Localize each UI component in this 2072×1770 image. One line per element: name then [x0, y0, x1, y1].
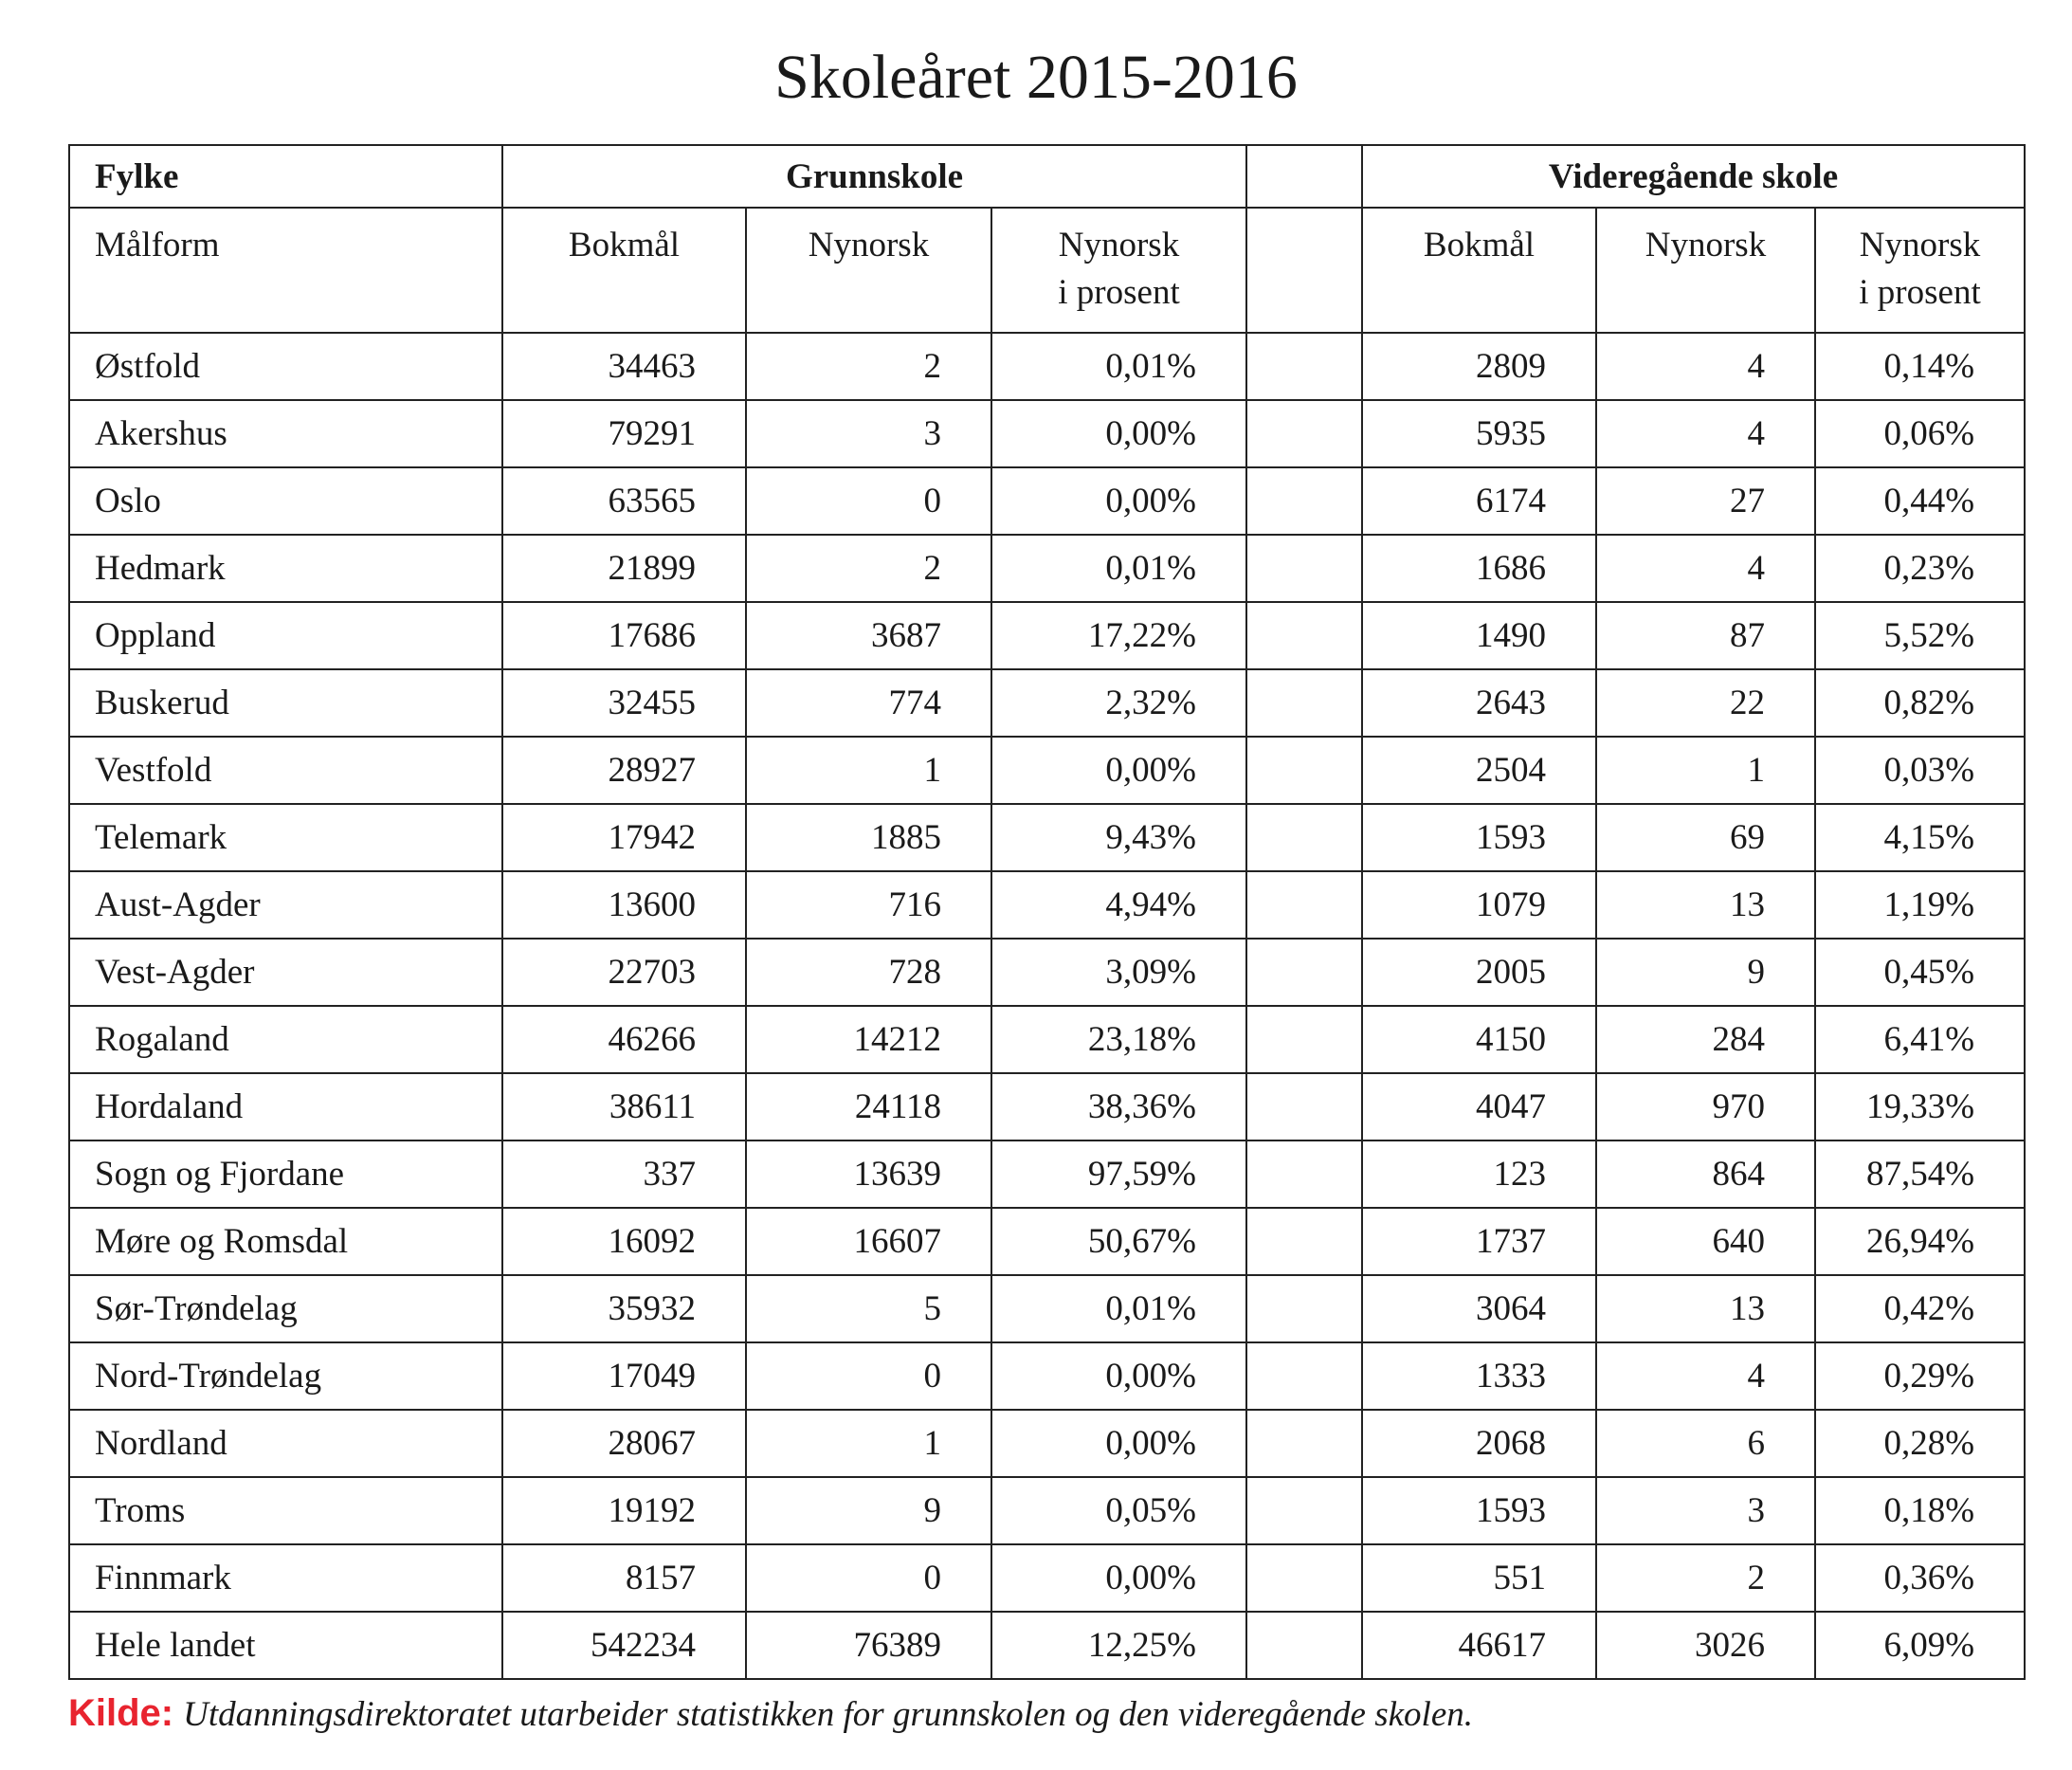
cell-v-bokmal: 1490: [1362, 602, 1596, 669]
cell-v-nynorsk: 4: [1596, 1342, 1815, 1410]
cell-g-bokmal: 46266: [502, 1006, 746, 1073]
cell-v-prosent: 0,23%: [1815, 535, 2025, 602]
cell-g-nynorsk: 24118: [746, 1073, 991, 1140]
header-grunnskole: Grunnskole: [502, 145, 1246, 208]
cell-spacer: [1246, 669, 1362, 737]
cell-g-nynorsk: 1: [746, 737, 991, 804]
cell-g-prosent: 0,00%: [991, 1342, 1246, 1410]
cell-fylke: Buskerud: [69, 669, 502, 737]
cell-v-nynorsk: 87: [1596, 602, 1815, 669]
cell-spacer: [1246, 400, 1362, 467]
cell-v-nynorsk: 4: [1596, 400, 1815, 467]
cell-g-bokmal: 79291: [502, 400, 746, 467]
cell-spacer: [1246, 1006, 1362, 1073]
cell-v-bokmal: 1686: [1362, 535, 1596, 602]
table-row: [69, 1140, 2025, 1208]
header-spacer: [1246, 145, 1362, 208]
table-row: [69, 1410, 2025, 1477]
cell-spacer: [1246, 333, 1362, 400]
cell-v-prosent: 6,41%: [1815, 1006, 2025, 1073]
cell-g-nynorsk: 0: [746, 467, 991, 535]
table-row: [69, 467, 2025, 535]
header-v-prosent-line1: Nynorsk: [1859, 226, 1981, 265]
cell-fylke: Vestfold: [69, 737, 502, 804]
cell-v-prosent: 0,44%: [1815, 467, 2025, 535]
cell-fylke: Troms: [69, 1477, 502, 1544]
cell-g-prosent: 0,05%: [991, 1477, 1246, 1544]
cell-g-prosent: 23,18%: [991, 1006, 1246, 1073]
cell-g-bokmal: 337: [502, 1140, 746, 1208]
statistics-table: [68, 144, 2026, 1680]
header-row-groups: [69, 145, 2025, 208]
header-g-prosent: [991, 208, 1246, 333]
cell-v-prosent: 0,82%: [1815, 669, 2025, 737]
header-row-columns: [69, 208, 2025, 333]
header-videregaende: Videregående skole: [1362, 145, 2025, 208]
cell-v-bokmal: 1737: [1362, 1208, 1596, 1275]
table-row: [69, 1006, 2025, 1073]
cell-g-prosent: 2,32%: [991, 669, 1246, 737]
cell-v-bokmal: 2809: [1362, 333, 1596, 400]
cell-g-prosent: 12,25%: [991, 1612, 1246, 1679]
cell-fylke: Hele landet: [69, 1612, 502, 1679]
cell-fylke: Vest-Agder: [69, 939, 502, 1006]
cell-v-prosent: 0,45%: [1815, 939, 2025, 1006]
cell-g-prosent: 9,43%: [991, 804, 1246, 871]
cell-g-bokmal: 22703: [502, 939, 746, 1006]
cell-spacer: [1246, 1410, 1362, 1477]
cell-spacer: [1246, 535, 1362, 602]
cell-spacer: [1246, 1544, 1362, 1612]
cell-g-nynorsk: 0: [746, 1342, 991, 1410]
table-row: [69, 1612, 2025, 1679]
cell-g-bokmal: 28927: [502, 737, 746, 804]
cell-spacer: [1246, 939, 1362, 1006]
cell-g-bokmal: 17049: [502, 1342, 746, 1410]
cell-g-nynorsk: 76389: [746, 1612, 991, 1679]
table-row: [69, 669, 2025, 737]
cell-g-bokmal: 19192: [502, 1477, 746, 1544]
cell-v-nynorsk: 4: [1596, 535, 1815, 602]
table-row: [69, 1073, 2025, 1140]
cell-g-prosent: 97,59%: [991, 1140, 1246, 1208]
header-g-nynorsk: Nynorsk: [746, 208, 991, 333]
cell-fylke: Hordaland: [69, 1073, 502, 1140]
cell-g-nynorsk: 13639: [746, 1140, 991, 1208]
cell-g-nynorsk: 716: [746, 871, 991, 939]
page-title: Skoleåret 2015-2016: [774, 43, 1298, 112]
cell-v-bokmal: 2643: [1362, 669, 1596, 737]
cell-v-prosent: 0,06%: [1815, 400, 2025, 467]
cell-g-bokmal: 35932: [502, 1275, 746, 1342]
table-row: [69, 1477, 2025, 1544]
cell-fylke: Østfold: [69, 333, 502, 400]
cell-v-nynorsk: 970: [1596, 1073, 1815, 1140]
cell-v-prosent: 5,52%: [1815, 602, 2025, 669]
cell-v-nynorsk: 69: [1596, 804, 1815, 871]
cell-v-nynorsk: 3026: [1596, 1612, 1815, 1679]
cell-g-prosent: 17,22%: [991, 602, 1246, 669]
cell-v-bokmal: 1079: [1362, 871, 1596, 939]
cell-spacer: [1246, 737, 1362, 804]
cell-v-bokmal: 4150: [1362, 1006, 1596, 1073]
cell-v-prosent: 0,28%: [1815, 1410, 2025, 1477]
cell-v-bokmal: 551: [1362, 1544, 1596, 1612]
table-row: [69, 400, 2025, 467]
header-g-bokmal: Bokmål: [502, 208, 746, 333]
header-malform: Målform: [69, 208, 502, 333]
cell-v-bokmal: 1593: [1362, 804, 1596, 871]
header-spacer: [1246, 208, 1362, 333]
cell-spacer: [1246, 1612, 1362, 1679]
header-v-prosent: [1815, 208, 2025, 333]
cell-g-nynorsk: 1885: [746, 804, 991, 871]
table-row: [69, 804, 2025, 871]
cell-spacer: [1246, 1208, 1362, 1275]
cell-v-bokmal: 2504: [1362, 737, 1596, 804]
cell-v-nynorsk: 6: [1596, 1410, 1815, 1477]
cell-fylke: Møre og Romsdal: [69, 1208, 502, 1275]
cell-v-nynorsk: 3: [1596, 1477, 1815, 1544]
cell-g-nynorsk: 3: [746, 400, 991, 467]
cell-v-bokmal: 46617: [1362, 1612, 1596, 1679]
cell-g-bokmal: 34463: [502, 333, 746, 400]
cell-g-nynorsk: 0: [746, 1544, 991, 1612]
source-note: [68, 1689, 2024, 1739]
cell-fylke: Finnmark: [69, 1544, 502, 1612]
header-v-prosent-line2: i prosent: [1859, 273, 1981, 312]
header-v-nynorsk: Nynorsk: [1596, 208, 1815, 333]
cell-fylke: Nord-Trøndelag: [69, 1342, 502, 1410]
cell-fylke: Hedmark: [69, 535, 502, 602]
cell-g-bokmal: 38611: [502, 1073, 746, 1140]
cell-spacer: [1246, 602, 1362, 669]
header-fylke: Fylke: [69, 145, 502, 208]
cell-g-bokmal: 13600: [502, 871, 746, 939]
cell-g-prosent: 0,01%: [991, 333, 1246, 400]
cell-v-nynorsk: 9: [1596, 939, 1815, 1006]
cell-v-prosent: 1,19%: [1815, 871, 2025, 939]
cell-fylke: Oslo: [69, 467, 502, 535]
header-v-bokmal: Bokmål: [1362, 208, 1596, 333]
cell-v-prosent: 0,18%: [1815, 1477, 2025, 1544]
cell-v-nynorsk: 13: [1596, 1275, 1815, 1342]
cell-v-prosent: 4,15%: [1815, 804, 2025, 871]
table-row: [69, 737, 2025, 804]
cell-spacer: [1246, 467, 1362, 535]
cell-fylke: Rogaland: [69, 1006, 502, 1073]
cell-v-prosent: 0,14%: [1815, 333, 2025, 400]
cell-g-prosent: 0,01%: [991, 535, 1246, 602]
cell-g-prosent: 0,00%: [991, 1410, 1246, 1477]
cell-g-nynorsk: 3687: [746, 602, 991, 669]
cell-g-nynorsk: 728: [746, 939, 991, 1006]
cell-v-prosent: 6,09%: [1815, 1612, 2025, 1679]
cell-g-prosent: 0,01%: [991, 1275, 1246, 1342]
cell-fylke: Nordland: [69, 1410, 502, 1477]
cell-g-bokmal: 17942: [502, 804, 746, 871]
table-row: [69, 939, 2025, 1006]
source-text: Utdanningsdirektoratet utarbeider statistikken for grunnskolen og den videregående skolen.: [183, 1695, 1473, 1734]
table-row: [69, 602, 2025, 669]
cell-g-bokmal: 21899: [502, 535, 746, 602]
cell-spacer: [1246, 804, 1362, 871]
cell-v-bokmal: 1593: [1362, 1477, 1596, 1544]
cell-v-prosent: 26,94%: [1815, 1208, 2025, 1275]
cell-g-nynorsk: 5: [746, 1275, 991, 1342]
cell-v-nynorsk: 27: [1596, 467, 1815, 535]
cell-v-prosent: 0,36%: [1815, 1544, 2025, 1612]
cell-fylke: Telemark: [69, 804, 502, 871]
table-row: [69, 333, 2025, 400]
cell-v-prosent: 0,29%: [1815, 1342, 2025, 1410]
cell-g-nynorsk: 16607: [746, 1208, 991, 1275]
cell-g-nynorsk: 774: [746, 669, 991, 737]
cell-g-nynorsk: 14212: [746, 1006, 991, 1073]
cell-spacer: [1246, 1275, 1362, 1342]
cell-g-bokmal: 17686: [502, 602, 746, 669]
cell-g-prosent: 4,94%: [991, 871, 1246, 939]
cell-v-nynorsk: 1: [1596, 737, 1815, 804]
table-row: [69, 535, 2025, 602]
cell-g-bokmal: 16092: [502, 1208, 746, 1275]
cell-v-bokmal: 2005: [1362, 939, 1596, 1006]
cell-v-nynorsk: 22: [1596, 669, 1815, 737]
cell-g-bokmal: 63565: [502, 467, 746, 535]
cell-fylke: Aust-Agder: [69, 871, 502, 939]
cell-g-prosent: 0,00%: [991, 400, 1246, 467]
source-label: Kilde:: [68, 1692, 174, 1734]
cell-v-prosent: 0,03%: [1815, 737, 2025, 804]
cell-g-nynorsk: 2: [746, 535, 991, 602]
cell-v-prosent: 19,33%: [1815, 1073, 2025, 1140]
cell-spacer: [1246, 1477, 1362, 1544]
cell-spacer: [1246, 871, 1362, 939]
table-row: [69, 871, 2025, 939]
cell-v-nynorsk: 2: [1596, 1544, 1815, 1612]
cell-g-bokmal: 8157: [502, 1544, 746, 1612]
cell-g-prosent: 3,09%: [991, 939, 1246, 1006]
header-g-prosent-line1: Nynorsk: [1058, 226, 1180, 265]
cell-g-prosent: 38,36%: [991, 1073, 1246, 1140]
cell-v-bokmal: 1333: [1362, 1342, 1596, 1410]
cell-v-prosent: 87,54%: [1815, 1140, 2025, 1208]
cell-fylke: Sogn og Fjordane: [69, 1140, 502, 1208]
cell-spacer: [1246, 1342, 1362, 1410]
table-row: [69, 1342, 2025, 1410]
table-row: [69, 1544, 2025, 1612]
cell-fylke: Sør-Trøndelag: [69, 1275, 502, 1342]
cell-g-nynorsk: 9: [746, 1477, 991, 1544]
cell-v-nynorsk: 864: [1596, 1140, 1815, 1208]
cell-v-nynorsk: 4: [1596, 333, 1815, 400]
cell-v-bokmal: 5935: [1362, 400, 1596, 467]
table-row: [69, 1275, 2025, 1342]
header-g-prosent-line2: i prosent: [1058, 273, 1180, 312]
cell-v-bokmal: 6174: [1362, 467, 1596, 535]
cell-g-bokmal: 32455: [502, 669, 746, 737]
cell-g-prosent: 0,00%: [991, 467, 1246, 535]
cell-v-bokmal: 2068: [1362, 1410, 1596, 1477]
cell-g-nynorsk: 2: [746, 333, 991, 400]
cell-g-nynorsk: 1: [746, 1410, 991, 1477]
cell-v-bokmal: 3064: [1362, 1275, 1596, 1342]
cell-v-bokmal: 123: [1362, 1140, 1596, 1208]
cell-g-bokmal: 28067: [502, 1410, 746, 1477]
cell-v-nynorsk: 13: [1596, 871, 1815, 939]
cell-fylke: Oppland: [69, 602, 502, 669]
cell-spacer: [1246, 1073, 1362, 1140]
table-row: [69, 1208, 2025, 1275]
cell-g-bokmal: 542234: [502, 1612, 746, 1679]
cell-g-prosent: 0,00%: [991, 1544, 1246, 1612]
cell-v-prosent: 0,42%: [1815, 1275, 2025, 1342]
cell-spacer: [1246, 1140, 1362, 1208]
cell-v-nynorsk: 284: [1596, 1006, 1815, 1073]
cell-v-nynorsk: 640: [1596, 1208, 1815, 1275]
cell-v-bokmal: 4047: [1362, 1073, 1596, 1140]
cell-fylke: Akershus: [69, 400, 502, 467]
cell-g-prosent: 0,00%: [991, 737, 1246, 804]
cell-g-prosent: 50,67%: [991, 1208, 1246, 1275]
